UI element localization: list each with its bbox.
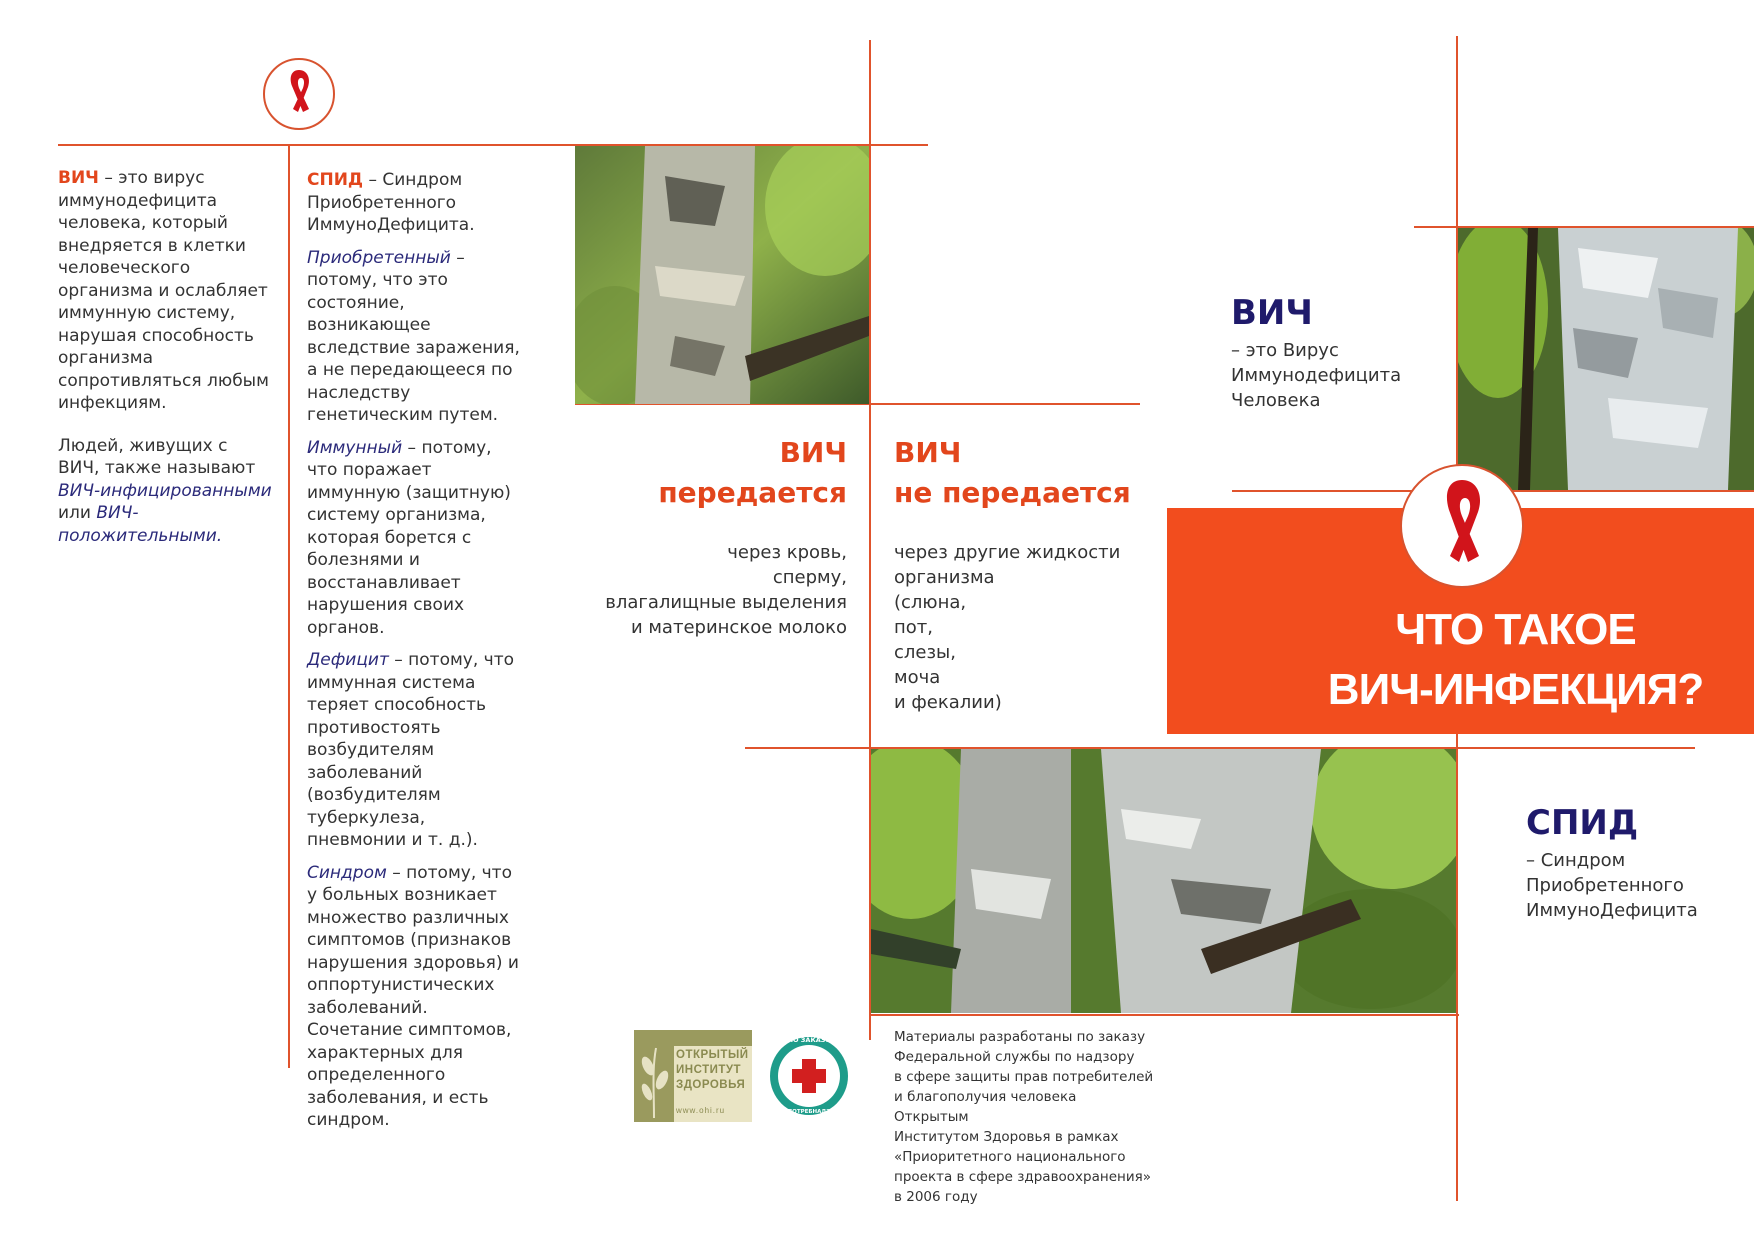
birch-photo-right — [1458, 228, 1754, 490]
rule-bottom-photo — [869, 1014, 1459, 1016]
ohi-logo-line: ЗДОРОВЬЯ — [676, 1079, 746, 1091]
red-ribbon-icon — [265, 60, 333, 128]
credits-line: «Приоритетного национального — [894, 1149, 1126, 1165]
credits-line: Материалы разработаны по заказу — [894, 1029, 1146, 1045]
rosp-top-text: ПО ЗАКАЗУ — [787, 1036, 831, 1044]
credits-line: и благополучия человека Открытым — [894, 1089, 1077, 1125]
transmitted-title-line1: ВИЧ — [779, 436, 847, 469]
ohi-logo-line: ОТКРЫТЫЙ — [676, 1049, 749, 1061]
birch-photo-bottom — [871, 749, 1456, 1013]
ribbon-logo-small — [263, 58, 335, 130]
cover-main-title-line2: ВИЧ-ИНФЕКЦИЯ? — [1327, 665, 1704, 714]
not-transmitted-title-line1: ВИЧ — [894, 436, 962, 469]
not-transmitted-title-line2: не передается — [894, 476, 1131, 509]
credits-text — [894, 1027, 1154, 1207]
birch-photo-top — [575, 146, 869, 404]
immune-term: Иммунный — [307, 437, 403, 458]
deficit-definition: – потому, что иммунная система теряет способность противостоять возбудителям заболеваний (возбудителям туберкулеза, пневмонии и т. д.). — [307, 650, 515, 850]
rospotrebnadzor-logo — [770, 1037, 848, 1115]
cover-aids-title: СПИД — [1526, 803, 1639, 843]
syndrome-definition: – потому, что у больных возникает множество различных симптомов (признаков нарушения здоровья) и оппортунистических заболеваний. Сочетание симптомов, характерных для определенного заболевания, и есть синдром. — [307, 862, 519, 1130]
term-positive: ВИЧ-положительными. — [58, 503, 223, 546]
rule-col-divider — [288, 146, 290, 1068]
cover-aids-line: ИммуноДефицита — [1526, 900, 1698, 921]
term-infected: ВИЧ-инфицированными — [58, 480, 272, 501]
cover-hiv-line: – это Вирус — [1231, 340, 1339, 361]
cover-hiv-title: ВИЧ — [1231, 293, 1313, 333]
cover-aids-block — [1526, 802, 1746, 923]
not-transmitted-item: через другие жидкости — [894, 542, 1121, 563]
ohi-logo — [634, 1030, 752, 1122]
or-text: или — [58, 503, 91, 523]
credits-line: проекта в сфере здравоохранения» — [894, 1169, 1152, 1185]
transmitted-item: сперму, — [772, 567, 847, 588]
credits-line: Институтом Здоровья в рамках — [894, 1129, 1119, 1145]
not-transmitted-item: слезы, — [894, 642, 956, 663]
transmitted-title-line2: передается — [658, 476, 847, 509]
hiv-term: ВИЧ — [58, 168, 99, 188]
aids-term: СПИД — [307, 170, 364, 190]
cover-main-title-line1: ЧТО ТАКОЕ — [1395, 605, 1636, 654]
cover-aids-line: – Синдром — [1526, 850, 1626, 871]
not-transmitted-list — [894, 540, 1144, 715]
not-transmitted-item: моча — [894, 667, 941, 688]
transmitted-item: и материнское молоко — [630, 617, 847, 638]
acquired-definition: – потому, что это состояние, возникающее вследствие заражения, а не передающееся по наследству генетическим путем. — [307, 247, 520, 425]
column-aids-definition — [307, 169, 527, 1132]
not-transmitted-item: пот, — [894, 617, 933, 638]
transmitted-title — [575, 433, 847, 513]
transmitted-item: влагалищные выделения — [605, 592, 847, 613]
cover-aids-line: Приобретенного — [1526, 875, 1684, 896]
column-hiv-definition — [58, 167, 273, 547]
cover-main-title — [1167, 600, 1754, 720]
ohi-logo-line: ИНСТИТУТ — [676, 1064, 742, 1076]
aids-definition: – Синдром Приобретенного ИммуноДефицита. — [307, 170, 475, 235]
immune-definition: – потому, что поражает иммунную (защитную) систему организма, которая борется с болезнями и восстанавливает нарушения своих органов. — [307, 437, 511, 638]
syndrome-term: Синдром — [307, 862, 387, 883]
deficit-term: Дефицит — [307, 650, 389, 670]
not-transmitted-item: (слюна, — [894, 592, 967, 613]
red-cross-icon — [770, 1037, 848, 1115]
credits-line: в сфере защиты прав потребителей — [894, 1069, 1154, 1085]
credits-line: в 2006 году — [894, 1189, 978, 1205]
transmitted-item: через кровь, — [727, 542, 847, 563]
transmitted-list — [575, 540, 847, 640]
red-ribbon-icon — [1402, 466, 1522, 586]
cover-hiv-block — [1231, 292, 1441, 413]
rosp-bottom-text: РОСПОТРЕБНАДЗОРА — [774, 1109, 844, 1115]
cover-hiv-line: Иммунодефицита — [1231, 365, 1402, 386]
hiv-definition: – это вирус иммунодефицита человека, который внедряется в клетки человеческого организма и ослабляет иммунную систему, нарушая способность организма сопротивляться любым инфекциям. — [58, 168, 269, 413]
ribbon-logo-large — [1400, 464, 1524, 588]
sprout-icon — [634, 1030, 674, 1122]
credits-line: Федеральной службы по надзору — [894, 1049, 1135, 1065]
cover-hiv-line: Человека — [1231, 390, 1321, 411]
acquired-term: Приобретенный — [307, 247, 451, 268]
people-text: Людей, живущих с ВИЧ, также называют — [58, 435, 256, 478]
not-transmitted-item: организма — [894, 567, 995, 588]
not-transmitted-title — [894, 433, 1144, 513]
not-transmitted-item: и фекалии) — [894, 692, 1002, 713]
ohi-logo-url: www.ohi.ru — [676, 1106, 726, 1115]
